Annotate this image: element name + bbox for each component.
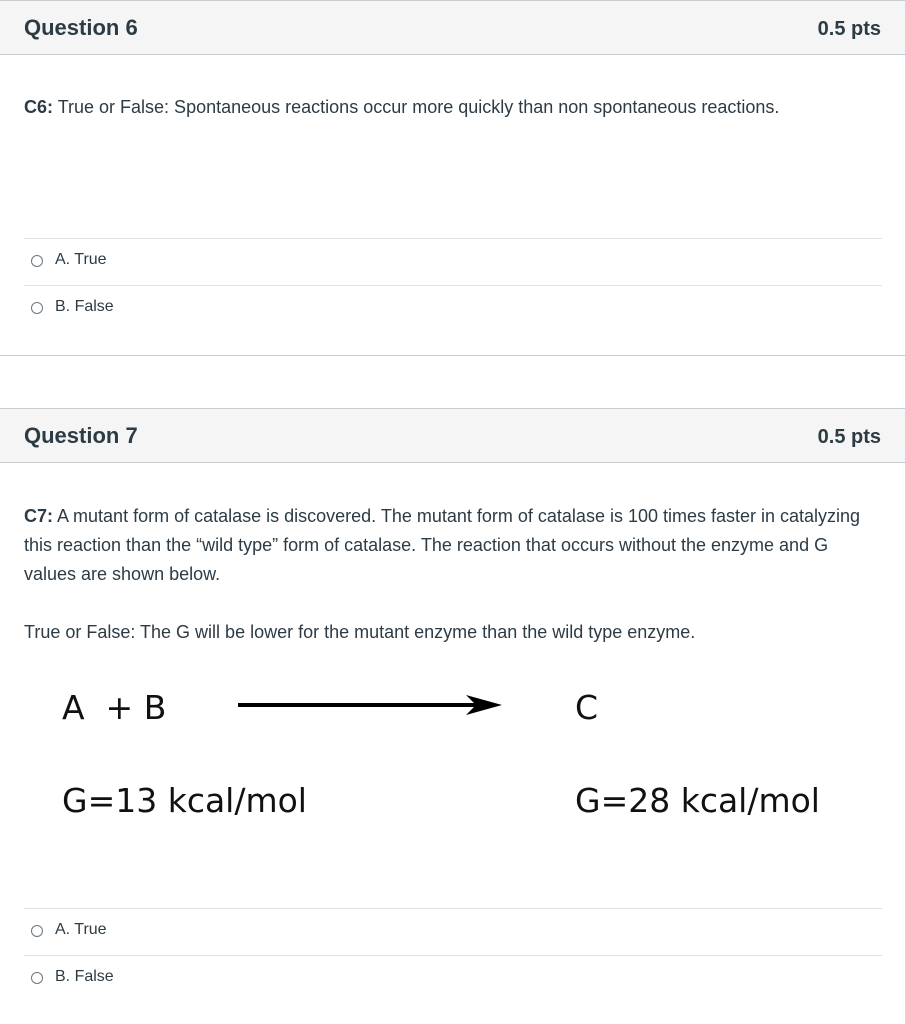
answer-option-q7-a[interactable] — [24, 908, 882, 954]
reaction-arrow-icon — [238, 693, 504, 717]
answer-label: B. False — [55, 298, 114, 315]
answer-label: B. False — [55, 968, 114, 985]
question-body: A mutant form of catalase is discovered. The mutant form of catalase is 100 times faster in catalyzing this reaction than the “wild type” form of catalase. The reaction that occurs without the enzyme and G values are shown below. — [24, 506, 861, 584]
question-6-text — [24, 93, 874, 122]
answer-option-q7-b[interactable] — [24, 955, 882, 1001]
question-7-prompt: True or False: The G will be lower for the mutant enzyme than the wild type enzyme. — [24, 622, 696, 642]
radio-button[interactable] — [31, 972, 43, 984]
question-7-text — [24, 502, 874, 589]
question-code: C6: — [24, 97, 54, 117]
product-label: C — [575, 688, 599, 727]
answer-option-q6-a[interactable] — [24, 238, 882, 284]
question-divider — [0, 355, 905, 356]
answer-option-q6-b[interactable] — [24, 285, 882, 331]
reactants-label: A + B — [62, 688, 167, 727]
question-code: C7: — [24, 506, 54, 526]
question-points: 0.5 pts — [817, 18, 881, 40]
answer-label: A. True — [55, 921, 107, 938]
radio-button[interactable] — [31, 925, 43, 937]
product-energy-label: G=28 kcal/mol — [575, 781, 820, 820]
radio-button[interactable] — [31, 302, 43, 314]
reactant-energy-label: G=13 kcal/mol — [62, 781, 307, 820]
question-body: True or False: Spontaneous reactions occur more quickly than non spontaneous reactions. — [53, 97, 780, 117]
radio-button[interactable] — [31, 255, 43, 267]
question-6-header — [0, 0, 905, 55]
question-title: Question 7 — [24, 423, 138, 448]
question-7-header — [0, 408, 905, 463]
question-title: Question 6 — [24, 15, 138, 40]
answer-label: A. True — [55, 251, 107, 268]
question-points: 0.5 pts — [817, 426, 881, 448]
